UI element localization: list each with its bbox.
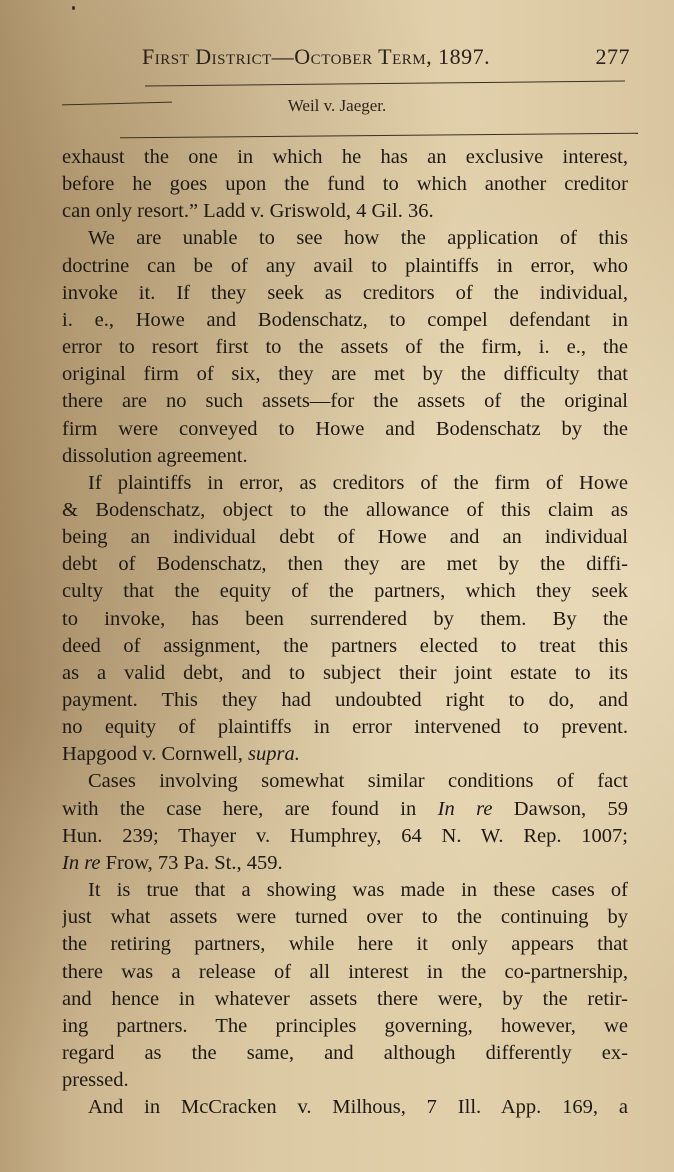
text-line: firm were conveyed to Howe and Bodenschatz by the [62, 417, 628, 440]
text-line [62, 851, 628, 876]
text-line: exhaust the one in which he has an exclusive interest, [62, 146, 628, 168]
italic-text: In re [437, 797, 493, 820]
italic-text: In re [62, 851, 101, 874]
text-line: regard as the same, and although differently ex- [62, 1041, 628, 1064]
text-line: pressed. [62, 1069, 129, 1092]
text-line: deed of assignment, the partners elected to treat this [62, 634, 628, 657]
text-segment: with the case here, are found in [62, 797, 438, 820]
text-segment: Frow, 73 Pa. St., 459. [100, 851, 283, 874]
text-line: before he goes upon the fund to which another creditor [62, 173, 628, 196]
text-segment: Dawson, 59 [492, 797, 628, 820]
text-line: error to resort first to the assets of the firm, i. e., the [62, 336, 628, 359]
text-line: If plaintiffs in error, as creditors of the firm of Howe [88, 471, 628, 494]
text-line: i. e., Howe and Bodenschatz, to compel defendant in [62, 308, 628, 331]
page-number: 277 [595, 44, 630, 69]
text-line: ing partners. The principles governing, however, we [62, 1014, 628, 1037]
text-line [62, 742, 628, 767]
text-line: just what assets were turned over to the continuing by [62, 906, 628, 929]
text-line: culty that the equity of the partners, which they seek [62, 580, 628, 603]
text-line: doctrine can be of any avail to plaintiffs in error, who [62, 254, 628, 277]
text-line: there are no such assets—for the assets of the original [62, 390, 628, 413]
text-line: can only resort.” Ladd v. Griswold, 4 Gil. 36. [62, 200, 434, 223]
text-line: no equity of plaintiffs in error intervened to prevent. [62, 716, 628, 739]
text-line: debt of Bodenschatz, then they are met by the diffi- [62, 553, 628, 576]
text-line: It is true that a showing was made in these cases of [88, 879, 628, 902]
text-line: dissolution agreement. [62, 444, 248, 467]
ink-speck [72, 6, 75, 10]
text-line: being an individual debt of Howe and an individual [62, 526, 628, 549]
text-line: invoke it. If they seek as creditors of the individual, [62, 281, 628, 304]
text-segment: Hapgood v. Cornwell, [62, 743, 248, 766]
italic-text: supra. [248, 743, 300, 766]
text-line: payment. This they had undoubted right to do, and [62, 689, 628, 711]
header-rule [145, 80, 625, 86]
text-line: the retiring partners, while here it only appears that [62, 933, 628, 956]
text-line: Cases involving somewhat similar conditions of fact [88, 770, 628, 793]
case-title: Weil v. Jaeger. [287, 96, 387, 115]
text-line [62, 797, 628, 822]
text-line: original firm of six, they are met by the difficulty that [62, 363, 628, 386]
running-head [142, 44, 630, 70]
text-line: there was a release of all interest in the co-partnership, [62, 960, 628, 983]
text-line: & Bodenschatz, object to the allowance of this claim as [62, 498, 628, 521]
text-line: as a valid debt, and to subject their joint estate to its [62, 661, 628, 684]
running-head-title: First District—October Term, 1897. [142, 44, 491, 69]
text-line: Hun. 239; Thayer v. Humphrey, 64 N. W. Rep. 1007; [62, 824, 628, 847]
text-line: to invoke, has been surrendered by them. By the [62, 607, 628, 630]
case-title-rule [120, 133, 638, 139]
text-line: and hence in whatever assets there were, by the retir- [62, 987, 628, 1010]
text-line: We are unable to see how the application of this [88, 227, 628, 250]
text-line: And in McCracken v. Milhous, 7 Ill. App. 169, a [88, 1096, 628, 1119]
